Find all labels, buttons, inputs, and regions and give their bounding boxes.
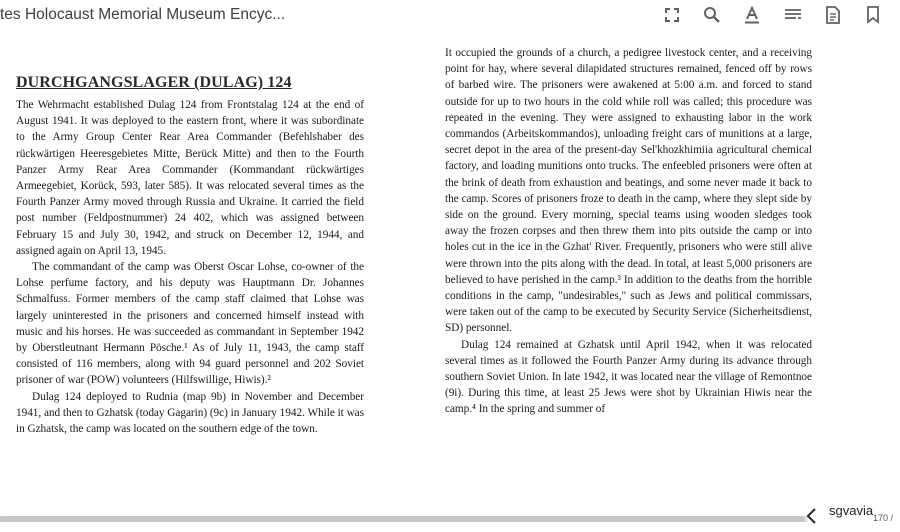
search-button[interactable] — [701, 4, 723, 26]
table-of-contents-icon — [784, 8, 802, 22]
font-icon — [743, 6, 761, 24]
page-scrubber-thumb[interactable] — [0, 516, 805, 522]
paragraph: Dulag 124 remained at Gzhatsk until April 1942, when it was relocated several times as it followed the Fourth Panzer Army during its advance through southern Soviet Union. In late 1942, it was located near the village of Remontnoe (9i). During this time, at least 25 Jews were shot by Ukrainian Hiwis near the camp.⁴ In the spring and summer of — [445, 338, 812, 416]
page-number: 170 / — [873, 513, 894, 523]
top-toolbar — [0, 0, 900, 32]
left-page-text — [16, 97, 364, 437]
right-page — [418, 40, 820, 465]
bookmark-button[interactable] — [862, 4, 884, 26]
table-of-contents-button[interactable] — [782, 4, 804, 26]
search-icon — [703, 6, 721, 24]
watermark: sgvavia — [829, 503, 874, 518]
fullscreen-button[interactable] — [661, 4, 683, 26]
left-page — [0, 62, 404, 469]
page-scrubber[interactable] — [0, 516, 808, 522]
page-view-icon — [825, 6, 841, 24]
fullscreen-icon — [664, 7, 680, 23]
paragraph: It occupied the grounds of a church, a pedigree livestock center, and a receiving point for hay, where several dilapidated structures remained, fenced off by rows of barbed wire. The prisoners were awakened at 5:00 a.m. and forced to stand outside for up to two hours in the cold while roll was called; this procedure was repeated in the evening. They were assigned to exhausting labor in the work commandos (Arbeitskommandos), unloading freight cars of munitions at a large, secret depot in the area of the present-day Sel'khozkhimiia agricultural chemical factory, and loading munitions onto trucks. The enfeebled prisoners were often at the brink of death from exhaustion and beatings, and some never made it back to the camp. Scores of prisoners froze to death in the camp, where they slept side by side on the ground. Every morning, special teams using wooden sledges took away the frozen corpses and then threw them into pits outside the camp or into holes cut in the ice in the Gzhat' River. Frequently, prisoners who were still alive were thrown into the pits along with the dead. In total, at least 5,000 prisoners are believed to have perished in the camp.³ In addition to the deaths from the horrible conditions in the camp, "undesirables," such as Jews and political commissars, were taken out of the camp to be executed by Security Service (Sicherheitsdienst, SD) personnel. — [445, 47, 812, 335]
page-view-button[interactable] — [822, 4, 844, 26]
chevron-left-icon — [803, 505, 821, 527]
previous-page-button[interactable] — [803, 505, 821, 527]
book-title: tes Holocaust Memorial Museum Encyc... — [0, 6, 286, 23]
bookmark-icon — [866, 6, 880, 24]
entry-heading: DURCHGANGSLAGER (DULAG) 124 — [16, 74, 292, 91]
paragraph: The commandant of the camp was Oberst Oscar Lohse, co-owner of the Lohse perfume factory, and his deputy was Hauptmann Dr. Johannes Schmalfuss. Former members of the camp staff claimed that Lohse was largely uninterested in the prisoners and concerned himself instead with music and his horses. He was succeeded as commandant in September 1942 by Oberstleutnant Hermann Pösche.¹ As of July 11, 1943, the camp staff consisted of 116 members, along with 94 guard personnel and 202 Soviet prisoner of war (POW) volunteers (Hilfswillige, Hiwis).² — [16, 261, 364, 387]
font-settings-button[interactable] — [741, 4, 763, 26]
paragraph: Dulag 124 deployed to Rudnia (map 9b) in November and December 1941, and then to Gzhatsk (today Gagarin) (9c) in January 1942. While it was in Gzhatsk, the camp was located on the southern edge of the town. — [16, 390, 364, 436]
paragraph: The Wehrmacht established Dulag 124 from Frontstalag 124 at the end of August 1941. It was deployed to the eastern front, where it was subordinate to the Army Group Center Rear Area Commander (Befehlshaber des rückwärtigen Heeresgebietes Mitte, Berück Mitte) and then to the Fourth Panzer Army Rear Area Commander (Kommandant rückwärtiges Armeegebiet, Korück, 593, later 585). It was relocated several times as the Fourth Panzer Army moved through Russia and Ukraine. It carried the field post number (Feldpostnummer) 24 402, which was assigned between February 15 and July 30, 1942, and struck on December 12, 1944, and assigned again on April 13, 1945. — [16, 99, 364, 257]
right-page-text — [445, 45, 812, 418]
